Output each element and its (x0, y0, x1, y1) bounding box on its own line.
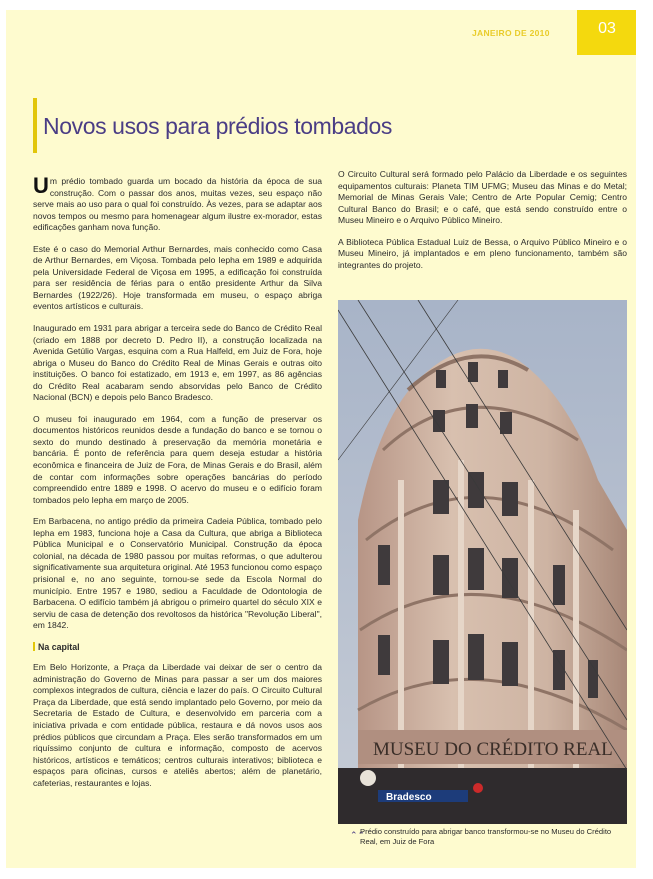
drop-cap: U (33, 173, 49, 198)
building-illustration (338, 300, 627, 824)
paragraph-circuito: O Circuito Cultural será formado pelo Palácio da Liberdade e os seguintes equipamentos culturais: Planeta TIM UFMG; Museu das Minas e do Metal; Memorial de Minas Gerais Vale; Centro de Arte Popular Cemig; Centro Cultural Banco do Brasil; e o café, que está sendo construído entre o Museu Mineiro e o Arquivo Público Mineiro. (338, 169, 627, 226)
article-title: Novos usos para prédios tombados (43, 113, 393, 139)
right-column (338, 169, 627, 281)
issue-date: JANEIRO DE 2010 (472, 28, 550, 38)
page-number: 03 (598, 20, 616, 37)
subheading-text: Na capital (38, 641, 80, 652)
building-photo (338, 300, 627, 824)
paragraph-barbacena: Em Barbacena, no antigo prédio da primeira Cadeia Pública, tombado pelo Iepha em 1983, funciona hoje a Casa da Cultura, que abriga a Biblioteca Pública Municipal e o Conservatório Municipal. Construção da época colonial, na década de 1980 passou por muitas reformas, o que adulterou significativamente sua arquitetura original. Até 1953 funcionou como espaço prisional e, no ano seguinte, tornou-se sede da Escola Normal do município. Entre 1957 e 1980, sediou a Faculdade de Odontologia de Barbacena. O edifício também já abrigou o primeiro quartel do século XIX e serviu de casa de detenção dos revoltosos da histórica "Revolução Liberal", em 1842. (33, 516, 322, 631)
paragraph-belo-horizonte: Em Belo Horizonte, a Praça da Liberdade vai deixar de ser o centro da administração do Governo de Minas para passar a ser um dos maiores complexos integrados de cultura, ciência e lazer do país. O Circuito Cultural Praça da Liberdade, que está sendo implantado pelo Governo, por meio da Secretaria de Estado de Cultura, e desenvolvido em parceria com a iniciativa privada e com entidade pública, restaura e dá novos usos aos prédios públicos que circundam a Praça. Eles serão transformados em um riquíssimo conjunto de cultura e informação, composto de acervos históricos, artísticos e temáticos; centros culturais interativos; biblioteca e espaços para oficinas, cursos e ateliês abertos; além de planetário, cafeterias, restaurantes e lojas. (33, 662, 322, 788)
paragraph-intro (33, 173, 322, 234)
magazine-page (6, 10, 636, 868)
title-accent-bar (33, 98, 37, 153)
paragraph-credito-real: Inaugurado em 1931 para abrigar a terceira sede do Banco de Crédito Real (criado em 1888 por decreto D. Pedro II), a construção localizada na Avenida Getúlio Vargas, esquina com a Rua Halfeld, em Juiz de Fora, hoje abriga o Museu do Banco do Crédito Real de Minas Gerais e outras oito instituições. O banco foi estatizado, em 1913 e, em 1997, as 86 agências do Crédito Real acabaram sendo absorvidas pelo Banco de Crédito Nacional (BCN) e depois pelo Banco Bradesco. (33, 323, 322, 403)
caption-text: Prédio construído para abrigar banco transformou-se no Museu do Crédito Real, em Juiz de Fora (360, 827, 612, 846)
paragraph-viçosa: Este é o caso do Memorial Arthur Bernardes, mais conhecido como Casa de Arthur Bernardes, em Viçosa. Tombada pelo Iepha em 1989 e adquirida pela Universidade Federal de Viçosa em 1995, a edificação foi construída para ser residência de férias para o então presidente Arthur da Silva Bernardes (1922/26). Hoje transformada em museu, o espaço abriga eventos artísticos e culturais. (33, 243, 322, 312)
paragraph-biblioteca: A Biblioteca Pública Estadual Luiz de Bessa, o Arquivo Público Mineiro e o Museu Mineiro, já implantados e em pleno funcionamento, também são integrantes do projeto. (338, 236, 627, 270)
facade-lettering: MUSEU DO CRÉDITO REAL (373, 739, 613, 760)
page-number-box (577, 10, 636, 55)
page-edge (637, 0, 653, 879)
paragraph-museu: O museu foi inaugurado em 1964, com a função de preservar os documentos históricos reunidos desde a fundação do banco e se tornou o sexto do mundo destinado à preservação da memória monetária e bancária. É ponto de referência para quem deseja estudar a história econômica e financeira de Juiz de Fora, de Minas Gerais e do Brasil, além de contar com informações sobre operações bancárias do período compreendido entre 1889 e 1998. O acervo do museu e o edifício foram tombados pelo Iepha em março de 2005. (33, 413, 322, 505)
subheading-marker (33, 642, 35, 651)
double-caret-up-icon: ⌃⌃ (350, 830, 366, 840)
bank-sign: Bradesco (386, 792, 432, 803)
subheading (33, 642, 322, 654)
left-column (33, 173, 322, 799)
paragraph-intro-text: m prédio tombado guarda um bocado da história da época de sua construção. Com o passar dos anos, muitas vezes, seu espaço não serve mais ao uso para o qual foi construído. Às vezes, para se adaptar aos novos tempos ou mesmo para homenagear algum ilustre ex-morador, estas edificações ganham nova função. (33, 176, 322, 233)
